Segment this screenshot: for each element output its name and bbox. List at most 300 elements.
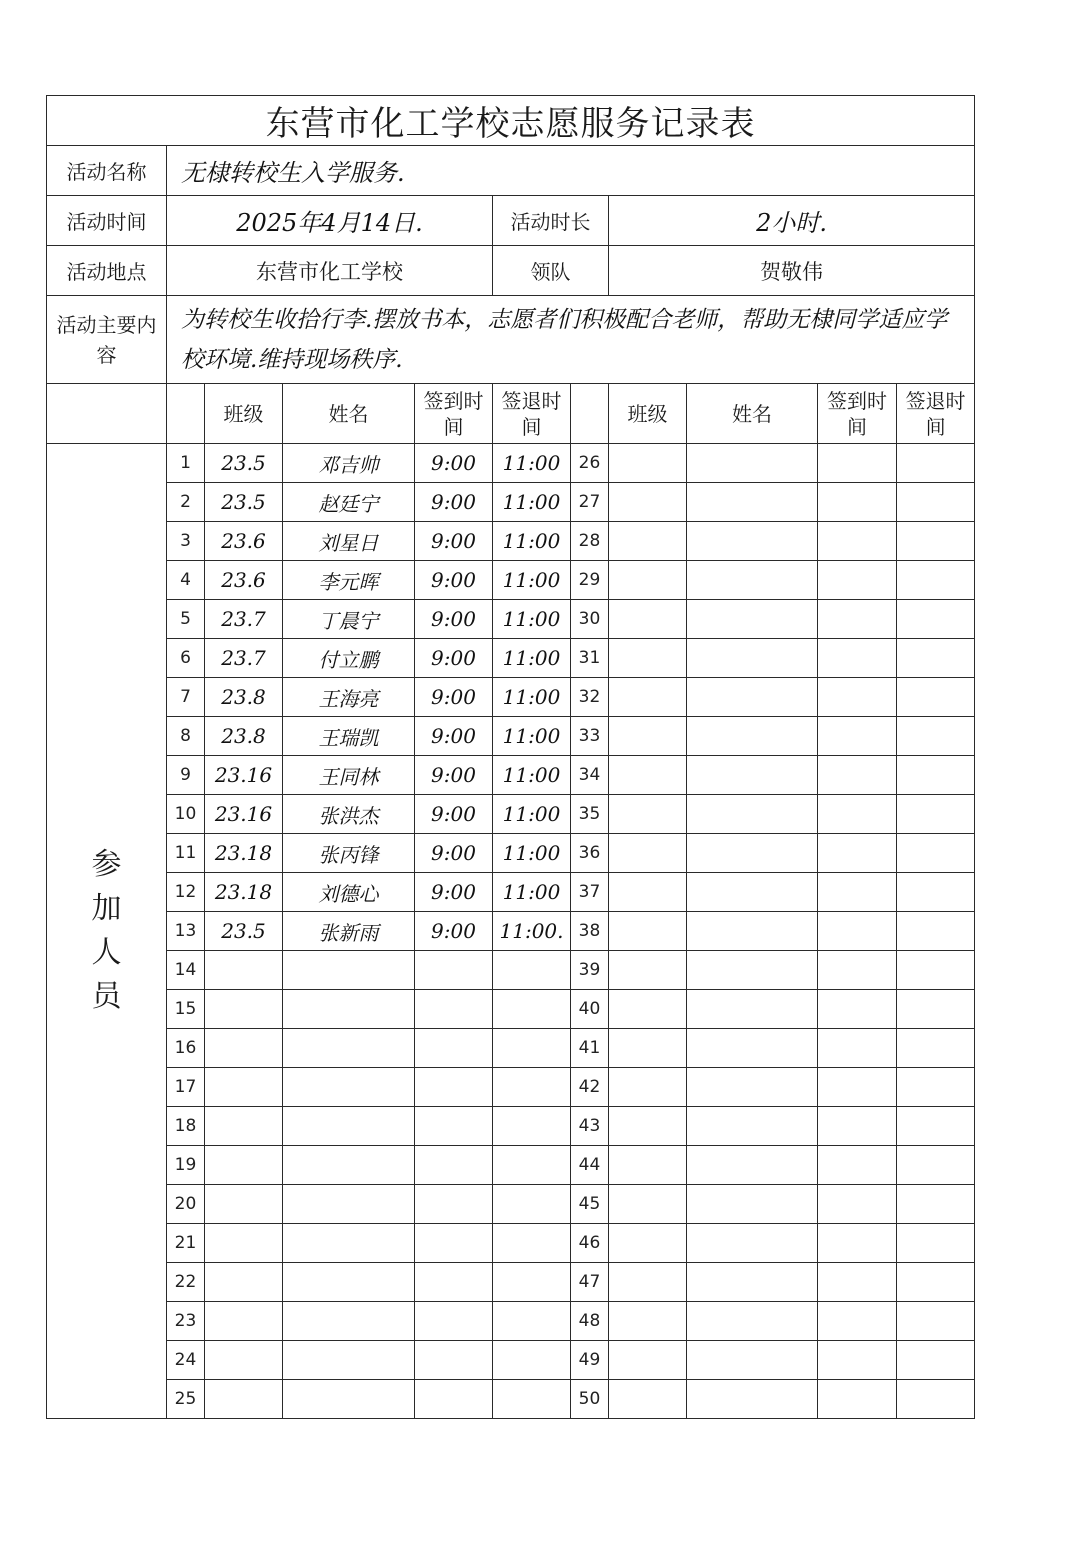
participant-sign-in <box>818 1341 897 1380</box>
participant-sign-out <box>897 1185 975 1224</box>
participant-name <box>687 717 818 756</box>
participant-name <box>283 1224 415 1263</box>
participant-sign-in: 9:00 <box>415 834 493 873</box>
participant-sign-out <box>897 1341 975 1380</box>
participant-class <box>609 1380 687 1419</box>
participant-name: 赵廷宁 <box>283 483 415 522</box>
row-number: 40 <box>571 990 609 1029</box>
row-number: 16 <box>167 1029 205 1068</box>
participant-class <box>609 951 687 990</box>
row-number: 9 <box>167 756 205 795</box>
participant-sign-in <box>818 444 897 483</box>
table-row <box>47 1029 975 1068</box>
participant-sign-out <box>897 717 975 756</box>
participant-class <box>205 1341 283 1380</box>
activity-time-label: 活动时间 <box>47 196 167 246</box>
participant-class: 23.6 <box>205 561 283 600</box>
participant-sign-out: 11:00 <box>493 834 571 873</box>
participant-sign-in <box>415 990 493 1029</box>
column-header-sign-in: 签到时间 <box>415 384 493 444</box>
participant-sign-out <box>897 1302 975 1341</box>
row-number: 42 <box>571 1068 609 1107</box>
participant-name <box>283 1302 415 1341</box>
participant-name <box>687 1107 818 1146</box>
table-row <box>47 678 975 717</box>
column-header-class: 班级 <box>609 384 687 444</box>
participant-name <box>283 1068 415 1107</box>
participant-class <box>205 1224 283 1263</box>
participant-sign-in: 9:00 <box>415 678 493 717</box>
participant-sign-out <box>493 1107 571 1146</box>
participant-sign-in <box>818 795 897 834</box>
participant-sign-out <box>897 483 975 522</box>
activity-duration-value: 2小时. <box>609 196 975 246</box>
participant-name <box>687 444 818 483</box>
participant-class: 23.18 <box>205 834 283 873</box>
participant-class <box>609 873 687 912</box>
participant-name: 张丙锋 <box>283 834 415 873</box>
participant-class <box>609 561 687 600</box>
row-number: 41 <box>571 1029 609 1068</box>
participant-class: 23.18 <box>205 873 283 912</box>
participant-sign-in: 9:00 <box>415 522 493 561</box>
table-row <box>47 951 975 990</box>
participant-sign-in: 9:00 <box>415 912 493 951</box>
participants-label-char: 人 <box>91 935 122 970</box>
participant-sign-out <box>897 522 975 561</box>
participant-class: 23.7 <box>205 600 283 639</box>
participant-sign-out: 11:00 <box>493 678 571 717</box>
participant-sign-out <box>897 639 975 678</box>
participant-class <box>609 1302 687 1341</box>
participant-sign-out: 11:00 <box>493 444 571 483</box>
participant-name: 李元晖 <box>283 561 415 600</box>
participant-sign-out <box>493 1341 571 1380</box>
row-number: 4 <box>167 561 205 600</box>
participant-sign-out <box>897 834 975 873</box>
participant-name: 王同林 <box>283 756 415 795</box>
participant-sign-out <box>897 873 975 912</box>
participant-sign-in <box>818 951 897 990</box>
participant-sign-out <box>493 1380 571 1419</box>
participant-class <box>609 600 687 639</box>
leader-value: 贺敬伟 <box>609 246 975 296</box>
table-row <box>47 795 975 834</box>
participant-sign-in <box>818 600 897 639</box>
participant-sign-in <box>818 912 897 951</box>
participant-name <box>283 951 415 990</box>
participant-sign-out <box>493 1263 571 1302</box>
participants-label-char: 参 <box>91 847 122 882</box>
participant-class <box>609 483 687 522</box>
participant-name <box>283 1146 415 1185</box>
activity-location-label: 活动地点 <box>47 246 167 296</box>
row-number: 44 <box>571 1146 609 1185</box>
participant-name <box>687 1224 818 1263</box>
participant-class: 23.8 <box>205 717 283 756</box>
participant-class: 23.5 <box>205 483 283 522</box>
row-number: 35 <box>571 795 609 834</box>
participant-sign-in <box>818 1380 897 1419</box>
table-row <box>47 1107 975 1146</box>
participant-sign-in: 9:00 <box>415 717 493 756</box>
column-header-sign-out: 签退时间 <box>493 384 571 444</box>
participant-class <box>609 1263 687 1302</box>
participant-sign-in <box>818 1263 897 1302</box>
participant-sign-in <box>415 1068 493 1107</box>
participant-name <box>687 1185 818 1224</box>
participant-sign-out <box>897 1146 975 1185</box>
participant-class <box>205 1185 283 1224</box>
table-row <box>47 1302 975 1341</box>
volunteer-record-form <box>46 95 975 1419</box>
participant-sign-in: 9:00 <box>415 483 493 522</box>
participant-sign-in <box>415 951 493 990</box>
participant-name <box>687 990 818 1029</box>
row-number: 18 <box>167 1107 205 1146</box>
participant-sign-in: 9:00 <box>415 561 493 600</box>
row-number: 14 <box>167 951 205 990</box>
participant-name <box>687 522 818 561</box>
participant-sign-in: 9:00 <box>415 795 493 834</box>
participant-sign-out <box>897 561 975 600</box>
participant-sign-out <box>493 1029 571 1068</box>
activity-name-value: 无棣转校生入学服务. <box>167 146 975 196</box>
participant-name <box>687 873 818 912</box>
participant-sign-in <box>818 834 897 873</box>
row-number: 27 <box>571 483 609 522</box>
table-row <box>47 834 975 873</box>
column-header-sign-out: 签退时间 <box>897 384 975 444</box>
participant-name <box>687 1146 818 1185</box>
participant-sign-out <box>493 1224 571 1263</box>
participant-sign-out: 11:00 <box>493 639 571 678</box>
column-header-sign-in: 签到时间 <box>818 384 897 444</box>
row-number: 1 <box>167 444 205 483</box>
participant-name <box>687 678 818 717</box>
participant-sign-in <box>818 1146 897 1185</box>
table-row <box>47 1185 975 1224</box>
row-number: 5 <box>167 600 205 639</box>
row-number: 30 <box>571 600 609 639</box>
participant-name <box>687 600 818 639</box>
row-number: 6 <box>167 639 205 678</box>
participant-name: 王海亮 <box>283 678 415 717</box>
row-number: 2 <box>167 483 205 522</box>
header-number-blank <box>167 384 205 444</box>
participant-sign-in <box>415 1224 493 1263</box>
row-number: 22 <box>167 1263 205 1302</box>
participant-name <box>283 1263 415 1302</box>
participant-sign-out <box>897 756 975 795</box>
participant-sign-out: 11:00 <box>493 600 571 639</box>
column-header-name: 姓名 <box>283 384 415 444</box>
participant-sign-in: 9:00 <box>415 756 493 795</box>
row-number: 15 <box>167 990 205 1029</box>
participant-name <box>687 1380 818 1419</box>
participant-class: 23.16 <box>205 795 283 834</box>
participant-sign-out <box>493 990 571 1029</box>
participant-sign-out <box>897 951 975 990</box>
participant-sign-out <box>897 1068 975 1107</box>
participant-sign-out: 11:00 <box>493 756 571 795</box>
participant-sign-in <box>818 1224 897 1263</box>
participant-class <box>609 444 687 483</box>
participant-sign-in <box>818 1107 897 1146</box>
participant-name <box>687 1341 818 1380</box>
table-row <box>47 1263 975 1302</box>
participant-sign-out <box>493 1185 571 1224</box>
row-number: 33 <box>571 717 609 756</box>
form-title: 东营市化工学校志愿服务记录表 <box>47 96 975 146</box>
participant-sign-out <box>897 678 975 717</box>
participant-class <box>609 1068 687 1107</box>
row-number: 45 <box>571 1185 609 1224</box>
table-row <box>47 990 975 1029</box>
participant-sign-out <box>897 912 975 951</box>
row-number: 48 <box>571 1302 609 1341</box>
participant-class: 23.16 <box>205 756 283 795</box>
participant-name <box>687 1029 818 1068</box>
participant-class <box>609 1185 687 1224</box>
row-number: 31 <box>571 639 609 678</box>
row-number: 8 <box>167 717 205 756</box>
participant-sign-in <box>818 561 897 600</box>
participant-sign-in <box>818 483 897 522</box>
participant-sign-in: 9:00 <box>415 600 493 639</box>
participant-sign-out: 11:00 <box>493 873 571 912</box>
participant-sign-out <box>493 951 571 990</box>
participant-class <box>609 990 687 1029</box>
participant-name <box>687 951 818 990</box>
row-number: 34 <box>571 756 609 795</box>
activity-name-label: 活动名称 <box>47 146 167 196</box>
table-row <box>47 1380 975 1419</box>
participant-class <box>609 1107 687 1146</box>
row-number: 46 <box>571 1224 609 1263</box>
row-number: 32 <box>571 678 609 717</box>
participant-name <box>283 1341 415 1380</box>
participant-name <box>687 1302 818 1341</box>
participant-class <box>609 834 687 873</box>
participant-class: 23.7 <box>205 639 283 678</box>
participant-sign-out <box>897 444 975 483</box>
participant-class <box>609 1341 687 1380</box>
participants-label <box>47 444 167 1419</box>
participant-name <box>687 639 818 678</box>
table-row <box>47 483 975 522</box>
participant-sign-out: 11:00. <box>493 912 571 951</box>
row-number: 17 <box>167 1068 205 1107</box>
participant-class <box>205 1263 283 1302</box>
participant-name: 付立鹏 <box>283 639 415 678</box>
participant-sign-out <box>493 1068 571 1107</box>
participant-sign-in <box>415 1380 493 1419</box>
participant-name <box>687 561 818 600</box>
participant-sign-out <box>493 1302 571 1341</box>
participant-sign-in <box>818 1029 897 1068</box>
participant-name <box>283 1185 415 1224</box>
activity-location-value: 东营市化工学校 <box>167 246 493 296</box>
participant-sign-in <box>415 1263 493 1302</box>
participant-sign-in <box>818 756 897 795</box>
participant-sign-out: 11:00 <box>493 561 571 600</box>
leader-label: 领队 <box>493 246 609 296</box>
participant-sign-in <box>818 990 897 1029</box>
participant-sign-out <box>897 1380 975 1419</box>
row-number: 19 <box>167 1146 205 1185</box>
participant-class: 23.5 <box>205 444 283 483</box>
participant-sign-out <box>897 1224 975 1263</box>
row-number: 38 <box>571 912 609 951</box>
row-number: 49 <box>571 1341 609 1380</box>
participant-sign-in <box>415 1302 493 1341</box>
table-row <box>47 561 975 600</box>
row-number: 29 <box>571 561 609 600</box>
participant-class <box>609 795 687 834</box>
participant-sign-in <box>818 1302 897 1341</box>
participant-class <box>205 1302 283 1341</box>
participant-class <box>609 678 687 717</box>
header-blank-cell <box>47 384 167 444</box>
table-row <box>47 639 975 678</box>
participant-sign-in <box>818 1185 897 1224</box>
table-row <box>47 444 975 483</box>
row-number: 20 <box>167 1185 205 1224</box>
participant-class: 23.8 <box>205 678 283 717</box>
row-number: 12 <box>167 873 205 912</box>
participant-sign-in <box>415 1341 493 1380</box>
participant-name: 张洪杰 <box>283 795 415 834</box>
row-number: 13 <box>167 912 205 951</box>
participant-sign-out <box>897 600 975 639</box>
participant-name <box>687 795 818 834</box>
table-row <box>47 1224 975 1263</box>
table-row <box>47 600 975 639</box>
participant-class <box>609 1146 687 1185</box>
participant-class: 23.6 <box>205 522 283 561</box>
row-number: 10 <box>167 795 205 834</box>
participant-class <box>609 1029 687 1068</box>
participant-class <box>609 756 687 795</box>
participant-name <box>687 834 818 873</box>
participant-class <box>205 1146 283 1185</box>
participant-sign-out <box>897 990 975 1029</box>
participant-name <box>687 756 818 795</box>
row-number: 43 <box>571 1107 609 1146</box>
participant-sign-in <box>415 1029 493 1068</box>
row-number: 3 <box>167 522 205 561</box>
row-number: 23 <box>167 1302 205 1341</box>
participant-sign-in: 9:00 <box>415 639 493 678</box>
row-number: 7 <box>167 678 205 717</box>
table-row <box>47 1341 975 1380</box>
participant-class <box>205 1029 283 1068</box>
row-number: 24 <box>167 1341 205 1380</box>
table-row <box>47 873 975 912</box>
participant-class <box>205 1380 283 1419</box>
participant-name: 张新雨 <box>283 912 415 951</box>
participant-name <box>687 912 818 951</box>
row-number: 36 <box>571 834 609 873</box>
participant-sign-in: 9:00 <box>415 444 493 483</box>
participant-sign-out <box>897 1029 975 1068</box>
participant-sign-out: 11:00 <box>493 522 571 561</box>
participant-sign-in <box>818 1068 897 1107</box>
row-number: 39 <box>571 951 609 990</box>
table-row <box>47 1146 975 1185</box>
table-row <box>47 522 975 561</box>
column-header-name: 姓名 <box>687 384 818 444</box>
participant-name <box>687 1068 818 1107</box>
activity-time-value: 2025年4月14日. <box>167 196 493 246</box>
table-row <box>47 756 975 795</box>
participant-sign-in: 9:00 <box>415 873 493 912</box>
participant-name: 王瑞凯 <box>283 717 415 756</box>
participant-name: 刘星日 <box>283 522 415 561</box>
row-number: 25 <box>167 1380 205 1419</box>
row-number: 47 <box>571 1263 609 1302</box>
participant-sign-out <box>897 1263 975 1302</box>
participant-sign-in <box>415 1185 493 1224</box>
participant-name <box>283 1107 415 1146</box>
participant-name <box>687 483 818 522</box>
participant-name: 丁晨宁 <box>283 600 415 639</box>
participant-sign-in <box>818 639 897 678</box>
participant-sign-out <box>897 1107 975 1146</box>
row-number: 50 <box>571 1380 609 1419</box>
table-row <box>47 717 975 756</box>
participant-class <box>609 639 687 678</box>
participant-class: 23.5 <box>205 912 283 951</box>
column-header-class: 班级 <box>205 384 283 444</box>
participant-class <box>609 717 687 756</box>
participant-sign-out: 11:00 <box>493 717 571 756</box>
participant-name <box>687 1263 818 1302</box>
row-number: 37 <box>571 873 609 912</box>
participant-sign-out <box>493 1146 571 1185</box>
participant-sign-out: 11:00 <box>493 795 571 834</box>
participant-name <box>283 1029 415 1068</box>
table-row <box>47 1068 975 1107</box>
row-number: 26 <box>571 444 609 483</box>
participants-label-char: 员 <box>91 979 122 1014</box>
main-content-label: 活动主要内容 <box>47 296 167 384</box>
participant-class <box>205 951 283 990</box>
participant-sign-in <box>415 1107 493 1146</box>
row-number: 28 <box>571 522 609 561</box>
participants-label-char: 加 <box>91 891 122 926</box>
row-number: 11 <box>167 834 205 873</box>
participant-sign-in <box>415 1146 493 1185</box>
participant-sign-out: 11:00 <box>493 483 571 522</box>
participant-class <box>609 912 687 951</box>
participant-class <box>609 1224 687 1263</box>
participant-name: 邓吉帅 <box>283 444 415 483</box>
participant-sign-out <box>897 795 975 834</box>
participant-class <box>609 522 687 561</box>
header-number-blank <box>571 384 609 444</box>
participant-name <box>283 1380 415 1419</box>
participant-class <box>205 1068 283 1107</box>
row-number: 21 <box>167 1224 205 1263</box>
participant-sign-in <box>818 717 897 756</box>
participant-sign-in <box>818 678 897 717</box>
table-row <box>47 912 975 951</box>
participant-sign-in <box>818 873 897 912</box>
participant-name <box>283 990 415 1029</box>
activity-duration-label: 活动时长 <box>493 196 609 246</box>
